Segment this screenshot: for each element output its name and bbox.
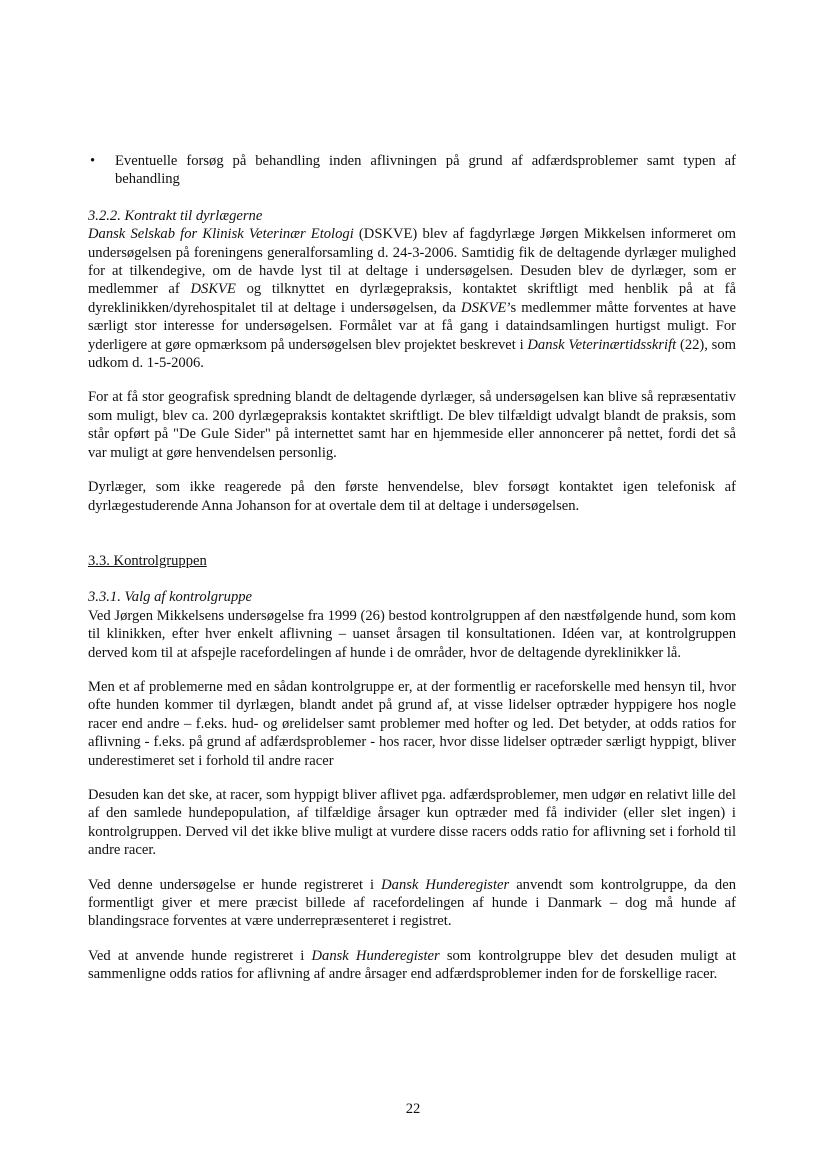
page-number: 22: [405, 1101, 421, 1117]
paragraph-3-3-1-5: Ved at anvende hunde registreret i Dansk Hunderegister som kontrolgruppe blev det desuden muligt at sammenligne odds ratios for aflivning af andre årsager end adfærdsproblemer inden for de forskellige racer.: [88, 947, 737, 983]
paragraph-3-3-1-1: Ved Jørgen Mikkelsens undersøgelse fra 1999 (26) bestod kontrolgruppen af den næstfølgende hund, som kom til klinikken, efter hver enkelt aflivning – uanset årsagen til konsultationen. Idéen var, at kontrolgruppen derved kom til at afspejle racefordelingen af hunde i de områder, hvor de deltagende dyreklinikker lå.: [88, 607, 736, 661]
paragraph-3-2-2-3: Dyrlæger, som ikke reagerede på den første henvendelse, blev forsøgt kontaktet igen telefonisk af dyrlægestuderende Anna Johanson for at overtale dem til at deltage i undersøgelsen.: [88, 479, 736, 514]
org-name: Dansk Selskab for Klinisk Veterinær Etologi: [88, 226, 354, 243]
bullet-item: [88, 152, 736, 189]
registry-name: Dansk Hunderegister: [381, 876, 510, 893]
paragraph-3-3-1-4: Ved denne undersøgelse er hunde registreret i Dansk Hunderegister anvendt som kontrolgruppe, da den formentligt giver et mere præcist billede af racefordelingen af hunde i Danmark – dog må hunde af blandingsrace forventes at være underrepræsenteret i registret.: [88, 876, 736, 930]
page-body: [88, 152, 736, 984]
bullet-symbol: •: [90, 153, 96, 169]
heading-3-3-1: 3.3.1. Valg af kontrolgruppe: [88, 589, 253, 606]
paragraph-3-2-2-1: Dansk Selskab for Klinisk Veterinær Etologi (DSKVE) blev af fagdyrlæge Jørgen Mikkelsen informeret om undersøgelsen på foreningens generalforsamling d. 24-3-2006. Samtidig fik de deltagende dyrlæger mulighed for at tilkendegive, om de havde lyst til at deltage i undersøgelsen. Desuden blev de dyrlæger, som er medlemmer af DSKVE og tilknyttet en dyrlægepraksis, kontaktet skriftligt med henblik på at få dyreklinikken/dyrehospitalet til at deltage i undersøgelsen, da DSKVE’s medlemmer måtte forventes at have særligt stor interesse for undersøgelsen. Formålet var at få gang i dataindsamlingen hurtigst muligt. For yderligere at gøre opmærksom på undersøgelsen blev projektet beskrevet i Dansk Veterinærtidsskrift (22), som udkom d. 1-5-2006.: [88, 226, 736, 372]
paragraph-3-2-2-2: For at få stor geografisk spredning blandt de deltagende dyrlæger, så undersøgelsen kan blive så repræsentativ som muligt, blev ca. 200 dyrlægepraksis kontaktet skriftligt. De blev tilfældigt udvalgt blandt de praksis, som står opført på "De Gule Sider" på internettet samt har en hjemmeside eller annoncerer på nettet, fordi det så var muligt at gøre henvendelsen personlig.: [88, 389, 736, 461]
bullet-text: Eventuelle forsøg på behandling inden aflivningen på grund af adfærdsproblemer samt typen af behandling: [115, 153, 736, 188]
heading-3-2-2: 3.2.2. Kontrakt til dyrlægerne: [88, 207, 263, 224]
journal-name: Dansk Veterinærtidsskrift: [527, 336, 677, 353]
paragraph-3-3-1-2: Men et af problemerne med en sådan kontrolgruppe er, at der formentlig er raceforskelle med hensyn til, hvor ofte hunden kommer til dyrlægen, blandt andet på grund af, at visse lidelser optræder hyppigere hos nogle racer end andre – f.eks. hud- og ørelidelser samt problemer med hofter og led. Det betyder, at odds ratios for aflivning - f.eks. på grund af adfærdsproblemer - hos racer, hvor disse lidelser optræder særligt hyppigt, bliver underestimeret set i forhold til andre racer: [88, 678, 736, 769]
heading-3-3: 3.3. Kontrolgruppen: [88, 552, 207, 569]
registry-name: Dansk Hunderegister: [311, 947, 440, 964]
paragraph-3-3-1-3: Desuden kan det ske, at racer, som hyppigt bliver aflivet pga. adfærdsproblemer, men udgør en relativt lille del af den samlede hundepopulation, af tilfældige årsager kun optræder med få individer (eller slet ingen) i kontrolgruppen. Derved vil det ikke blive muligt at vurdere disse racers odds ratio for aflivning set i forhold til andre racer.: [88, 786, 736, 859]
